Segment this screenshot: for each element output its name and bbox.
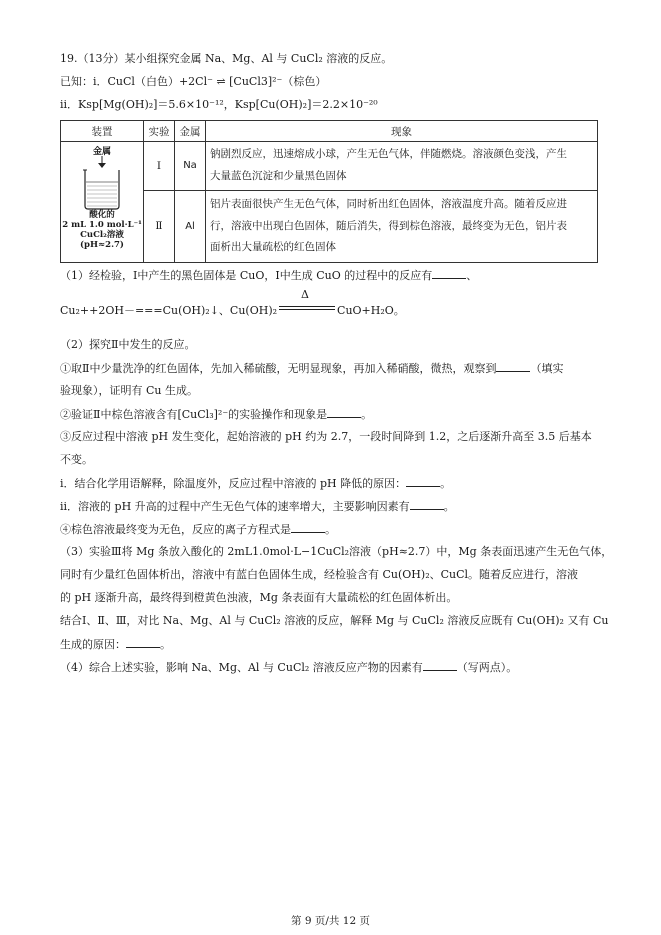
answer-blank <box>410 499 444 510</box>
part3-line-c: 的 pH 逐渐升高，最终得到橙黄色浊液，Mg 条表面有大量疏松的红色固体析出。 <box>60 591 458 604</box>
header-metal: 金属 <box>175 121 206 142</box>
table-header-row <box>61 121 598 142</box>
header-apparatus: 装置 <box>61 121 144 142</box>
part2-1-line-b: 验现象），证明有 Cu 生成。 <box>60 384 198 397</box>
beaker-icon <box>79 156 125 210</box>
part2-4: ④棕色溶液最终变为无色，反应的离子方程式是 。 <box>60 523 336 536</box>
known-ii: ⅱ．Ksp[Mg(OH)₂]＝5.6×10⁻¹²，Ksp[Cu(OH)₂]＝2.2×10⁻²⁰ <box>60 98 378 111</box>
metal-name: Na <box>175 142 206 191</box>
answer-blank <box>126 637 160 648</box>
answer-blank <box>291 522 325 533</box>
page-number: 第 9 页/共 12 页 <box>291 915 370 927</box>
metal-name: Al <box>175 190 206 262</box>
apparatus-solution-label: 酸化的 2 mL 1.0 mol·L⁻¹ CuCl₂溶液 (pH≈2.7) <box>62 210 142 250</box>
header-phenomenon: 现象 <box>206 121 598 142</box>
part3-line-d: 结合Ⅰ、Ⅱ、Ⅲ，对比 Na、Mg、Al 与 CuCl₂ 溶液的反应，解释 Mg 与 CuCl₂ 溶液反应既有 Cu(OH)₂ 又有 Cu <box>60 614 609 627</box>
part2-ii: ⅱ．溶液的 pH 升高的过程中产生无色气体的速率增大，主要影响因素有 。 <box>60 500 455 513</box>
experiment-number: Ⅱ <box>144 190 175 262</box>
part2-i: ⅰ．结合化学用语解释，除温度外，反应过程中溶液的 pH 降低的原因： 。 <box>60 477 452 490</box>
answer-blank <box>423 660 457 671</box>
part2-3-line-a: ③反应过程中溶液 pH 发生变化，起始溶液的 pH 约为 2.7，一段时间降到 1.2，之后逐渐升高至 3.5 后基本 <box>60 430 592 443</box>
apparatus-metal-label: 金属 <box>92 147 111 157</box>
part3-line-b: 同时有少量红色固体析出，溶液中有蓝白色固体生成，经检验含有 Cu(OH)₂、CuCl。随着反应进行，溶液 <box>60 568 579 581</box>
part2-1-line-a: ①取Ⅱ中少量洗净的红色固体，先加入稀硫酸，无明显现象，再加入稀硝酸，微热，观察到 （填实 <box>60 362 564 375</box>
answer-blank <box>432 268 466 279</box>
phenomenon-text: 钠剧烈反应，迅速熔成小球，产生无色气体，伴随燃烧。溶液颜色变浅，产生 大量蓝色沉淀和少量黑色固体 <box>206 142 598 191</box>
part2-2: ②验证Ⅱ中棕色溶液含有[CuCl₃]²⁻的实验操作和现象是 。 <box>60 408 373 421</box>
known-i-text: ⅰ．CuCl（白色）+2Cl⁻ ⇌ [CuCl3]²⁻（棕色） <box>93 75 327 88</box>
part1-line-b: Cu₂++2OH－===Cu(OH)₂↓、Cu(OH)₂ Δ CuO+H₂O。 <box>60 288 405 317</box>
phenomenon-text: 铝片表面很快产生无色气体，同时析出红色固体，溶液温度升高。随着反应进 行，溶液中出现白色固体，随后消失，得到棕色溶液，最终变为无色，铝片表 面析出大量疏松的红色固体 <box>206 190 598 262</box>
part2-3-line-b: 不变。 <box>60 453 93 466</box>
part4: （4）综合上述实验，影响 Na、Mg、Al 与 CuCl₂ 溶液反应产物的因素有 （写两点）。 <box>60 661 518 674</box>
answer-blank <box>327 407 361 418</box>
experiment-table <box>60 120 598 263</box>
experiment-number: Ⅰ <box>144 142 175 191</box>
question-header: 19.（13分）某小组探究金属 Na、Mg、Al 与 CuCl₂ 溶液的反应。 <box>60 52 393 65</box>
header-experiment: 实验 <box>144 121 175 142</box>
apparatus-cell <box>61 142 144 263</box>
part1-line-a: （1）经检验，Ⅰ中产生的黑色固体是 CuO，Ⅰ中生成 CuO 的过程中的反应有 、 <box>60 269 478 282</box>
answer-blank <box>406 476 440 487</box>
part2-title: （2）探究Ⅱ中发生的反应。 <box>60 338 196 351</box>
answer-blank <box>496 361 530 372</box>
known-label: 已知： <box>60 75 93 88</box>
table-row <box>61 142 598 191</box>
heat-condition-equals: Δ <box>279 300 335 314</box>
known-i <box>60 75 620 89</box>
part3-line-e: 生成的原因： 。 <box>60 638 171 651</box>
part3-line-a: （3）实验Ⅲ将 Mg 条放入酸化的 2mL1.0mol·L−1CuCl₂溶液（pH≈2.7）中，Mg 条表面迅速产生无色气体， <box>60 545 613 558</box>
